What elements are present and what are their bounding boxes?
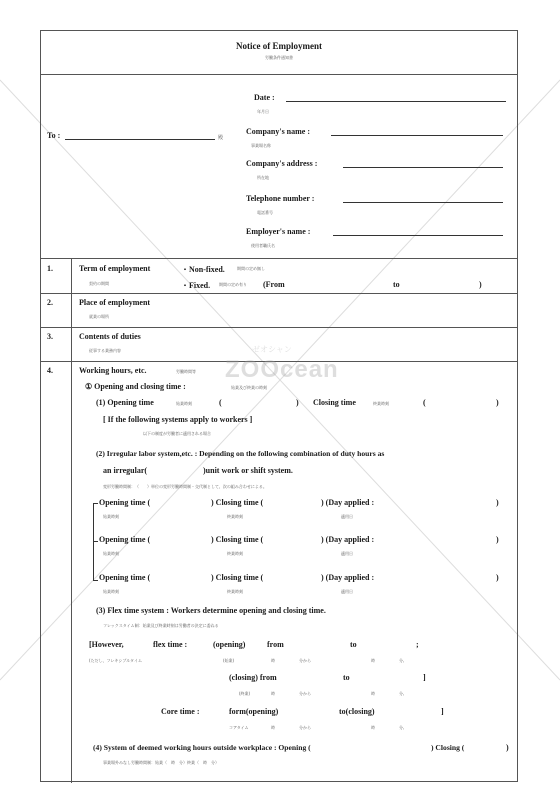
flex-ji-jp: 時 xyxy=(371,658,375,663)
non-fixed-option[interactable]: ・Non-fixed. xyxy=(181,265,225,274)
shift-bracket-mid xyxy=(93,541,98,542)
section-2-title-jp: 就業の場所 xyxy=(89,314,109,319)
flex-fun-jp: 分, xyxy=(399,658,405,663)
section-4-title: Working hours, etc. xyxy=(79,366,147,375)
flex-to: to xyxy=(343,673,350,682)
form-title: Notice of Employment xyxy=(236,41,322,51)
shift-closing-jp: 終業時刻 xyxy=(227,551,243,556)
core-ji-jp: 時 xyxy=(271,725,275,730)
flex-ji-jp: 時 xyxy=(371,691,375,696)
irregular-system-line2a: an irregular( xyxy=(103,466,148,475)
however-label: [However, xyxy=(89,640,124,649)
flex-fun-kara-jp: 分から xyxy=(299,658,311,663)
shift-day-label: ) (Day applied : xyxy=(321,498,375,507)
employer-label: Employer's name : xyxy=(246,227,311,236)
section-2-title: Place of employment xyxy=(79,298,151,307)
term-to: to xyxy=(393,280,400,289)
shift-opening-jp: 始業時刻 xyxy=(103,514,119,519)
section-1-title-jp: 契約の期間 xyxy=(89,281,109,286)
deemed-hours-jp: 事業場外みなし労働時間制：始業（ 時 分）終業（ 時 分） xyxy=(103,760,219,765)
flex-ji-jp: 時 xyxy=(271,658,275,663)
shift-opening-label: Opening time ( xyxy=(99,535,151,544)
opening-closing-title: ① Opening and closing time : xyxy=(85,382,186,391)
core-ji-jp: 時 xyxy=(371,725,375,730)
fixed-jp: 期間の定め有り xyxy=(219,282,247,287)
shift-opening-label: Opening time ( xyxy=(99,573,151,582)
section-3-title-jp: 従事する業務内容 xyxy=(89,348,121,353)
section-4-title-jp: 労働時間等 xyxy=(176,369,196,374)
flex-to: to xyxy=(350,640,357,649)
flex-ji-jp: 時 xyxy=(271,691,275,696)
to-field[interactable] xyxy=(65,139,215,140)
flex-hajime-jp: (始業) xyxy=(223,658,235,663)
section-3-number: 3. xyxy=(47,332,53,341)
deemed-end: ) xyxy=(506,743,509,752)
opening-time-jp: 始業時刻 xyxy=(176,401,192,406)
shift-opening-jp: 始業時刻 xyxy=(103,551,119,556)
telephone-jp: 電話番号 xyxy=(257,210,273,215)
company-name-field[interactable] xyxy=(331,135,503,136)
number-column-line xyxy=(71,258,72,783)
shift-closing-jp: 終業時刻 xyxy=(227,589,243,594)
shift-end: ) xyxy=(496,573,499,582)
company-name-label: Company's name : xyxy=(246,127,311,136)
flex-time-title: (3) Flex time system : Workers determine opening and closing time. xyxy=(96,606,326,615)
shift-closing-jp: 終業時刻 xyxy=(227,514,243,519)
company-name-jp: 事業場名称 xyxy=(251,143,271,148)
to-suffix: 殿 xyxy=(218,135,224,141)
divider xyxy=(41,293,517,294)
divider xyxy=(41,74,517,75)
shift-day-jp: 適用日 xyxy=(341,589,353,594)
systems-note: [ If the following systems apply to workers ] xyxy=(103,415,253,424)
non-fixed-jp: 期間の定め無し xyxy=(237,266,265,271)
section-1-number: 1. xyxy=(47,264,53,273)
telephone-field[interactable] xyxy=(343,202,503,203)
opening-time-label: (1) Opening time xyxy=(96,398,154,407)
closing-time-jp: 終業時刻 xyxy=(373,401,389,406)
flex-owari-jp: (終業) xyxy=(239,691,251,696)
watermark-text: ZOOcean xyxy=(225,356,339,383)
divider xyxy=(41,327,517,328)
deemed-hours-label: (4) System of deemed working hours outside workplace : Opening ( xyxy=(93,743,311,752)
flex-opening: (opening) xyxy=(213,640,246,649)
section-3-title: Contents of duties xyxy=(79,332,141,341)
section-2-number: 2. xyxy=(47,298,53,307)
shift-opening-jp: 始業時刻 xyxy=(103,589,119,594)
shift-day-jp: 適用日 xyxy=(341,551,353,556)
core-to-closing: to(closing) xyxy=(339,707,375,716)
flex-fun-kara-jp: 分から xyxy=(299,691,311,696)
flex-from: from xyxy=(267,640,284,649)
deemed-closing: ) Closing ( xyxy=(431,743,465,752)
flex-fun-jp: 分, xyxy=(399,691,405,696)
irregular-system-jp: 変形労働時間制：（ ）単位の変形労働時間制・交代制として、次の組み合わせによる。 xyxy=(103,484,267,489)
company-address-label: Company's address : xyxy=(246,159,318,168)
flex-bracket-close: ] xyxy=(423,673,426,682)
employer-field[interactable] xyxy=(333,235,503,236)
closing-time-label: Closing time xyxy=(313,398,356,407)
opening-closing-jp: 始業及び終業の時刻 xyxy=(231,385,267,390)
flex-time-jp: フレックスタイム制：始業及び終業時刻は労働者の決定に委ねる xyxy=(103,623,219,628)
shift-closing-label: ) Closing time ( xyxy=(211,573,264,582)
shift-end: ) xyxy=(496,498,499,507)
term-from: (From xyxy=(263,280,285,289)
date-jp: 年月日 xyxy=(257,109,269,114)
employment-notice-form xyxy=(40,30,518,782)
flex-jp: (ただし、フレキシブルタイム xyxy=(89,658,142,663)
section-4-number: 4. xyxy=(47,366,53,375)
core-time-label: Core time : xyxy=(161,707,200,716)
core-fun-jp: 分, xyxy=(399,725,405,730)
to-label: To : xyxy=(47,131,61,140)
paren-close: ) xyxy=(296,398,299,407)
shift-end: ) xyxy=(496,535,499,544)
employer-jp: 使用者職氏名 xyxy=(251,243,275,248)
shift-day-jp: 適用日 xyxy=(341,514,353,519)
paren-close: ) xyxy=(496,398,499,407)
date-field[interactable] xyxy=(286,101,506,102)
shift-closing-label: ) Closing time ( xyxy=(211,498,264,507)
watermark-subtext: ゼオシャン xyxy=(252,345,292,354)
fixed-option[interactable]: ・Fixed. xyxy=(181,281,211,290)
company-address-jp: 所在地 xyxy=(257,175,269,180)
shift-opening-label: Opening time ( xyxy=(99,498,151,507)
shift-day-label: ) (Day applied : xyxy=(321,535,375,544)
core-fun-kara-jp: 分から xyxy=(299,725,311,730)
core-form-opening: form(opening) xyxy=(229,707,279,716)
divider xyxy=(41,258,517,259)
section-1-title: Term of employment xyxy=(79,264,151,273)
date-label: Date : xyxy=(254,93,275,102)
shift-closing-label: ) Closing time ( xyxy=(211,535,264,544)
systems-note-jp: 以下の制度が労働者に適用される場合 xyxy=(143,431,211,436)
company-address-field[interactable] xyxy=(343,167,503,168)
flex-semicolon: ; xyxy=(416,640,419,649)
flex-label: flex time : xyxy=(153,640,188,649)
shift-bracket xyxy=(93,503,98,581)
core-bracket-close: ] xyxy=(441,707,444,716)
irregular-system-line1: (2) Irregular labor system,etc. : Depending on the following combination of duty hours as xyxy=(96,449,385,458)
core-time-jp: コアタイム xyxy=(229,725,249,730)
term-close: ) xyxy=(479,280,482,289)
form-title-jp: 労働条件通知書 xyxy=(265,55,293,60)
irregular-system-line2b: )unit work or shift system. xyxy=(203,466,293,475)
flex-closing: (closing) from xyxy=(229,673,277,682)
paren-open: ( xyxy=(219,398,222,407)
paren-open: ( xyxy=(423,398,426,407)
telephone-label: Telephone number : xyxy=(246,194,315,203)
shift-day-label: ) (Day applied : xyxy=(321,573,375,582)
